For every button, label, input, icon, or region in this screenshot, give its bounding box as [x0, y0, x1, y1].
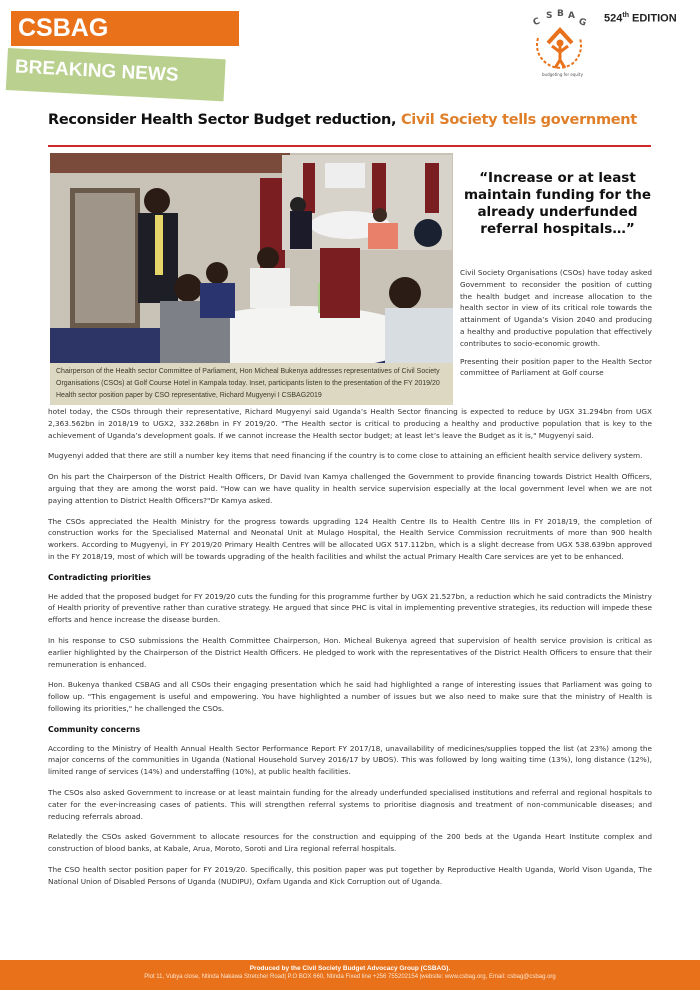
article-headline [48, 112, 668, 128]
breaking-news-banner: BREAKING NEWS [6, 48, 226, 101]
csbag-logo [528, 8, 592, 78]
svg-text:A: A [568, 11, 575, 21]
svg-text:G: G [577, 16, 588, 29]
svg-text:S: S [546, 11, 553, 21]
edition-word: EDITION [632, 12, 677, 25]
body-paragraph: hotel today, the CSOs through their representative, Richard Mugyenyi said Uganda’s Health Sector financing is expected to reduce by UGX 31.294bn from UGX 2,363.562bn in 2018/19 to UGX2, 332.268bn in FY 2019/20. "The Health sector is critical to producing a healthy and productive population that is key to the achievement of Uganda’s development goals. If we cannot increase the Health sector budget; at least let’s leave the Budget as it is," Mugyenyi said. [48, 407, 652, 440]
svg-text:B: B [557, 9, 564, 19]
body-paragraph: Mugyenyi added that there are still a number key items that need financing if the country is to come close to attaining an efficient health service delivery system. [48, 451, 643, 461]
intro-column [460, 267, 652, 385]
body-paragraph: He added that the proposed budget for FY 2019/20 cuts the funding for this programme further by UGX 21.527bn, a reduction which he said contradicts the Ministry of Health priority of preventive rather than curative strategy. He argued that since PHC is vital in implementing preventive strategies, its reduction will impede these efforts and hence increase the disease burden. [48, 591, 652, 625]
footer-contact: Plot 11, Vubya close, Ntinda Nakawa Stretcher Road| P.O BOX 660, Ntinda Fixed line +256 755202154 |website: www.csbag.org, Email: csbag@csbag.org [144, 974, 556, 980]
brand-banner: CSBAG [11, 11, 239, 46]
edition-number: 524 [604, 12, 623, 25]
page-footer [0, 960, 700, 990]
photo-caption: Chairperson of the Health sector Committee of Parliament, Hon Micheal Bukenya addresses representatives of Civil Society Organisations (CSOs) at Golf Course Hotel in Kampala today. Inset, participants listen to the presentation of the FY 2019/20 Health sector position paper by CSO representative, Richard Mugyenyi I CSBAG2019 [50, 363, 453, 405]
svg-text:C: C [531, 16, 542, 29]
section-heading: Contradicting priorities [48, 572, 151, 582]
section-heading: Community concerns [48, 724, 141, 734]
intro-paragraph: Presenting their position paper to the Health Sector committee of Parliament at Golf course [460, 356, 652, 378]
article-body [48, 406, 652, 897]
body-paragraph: According to the Ministry of Health Annual Health Sector Performance Report FY 2017/18, unavailability of medicines/supplies topped the list (at 23%) among the major concerns of the communities in Uganda (National Household Survey 2016/17 by UBOS). This was followed by long waiting time (13%), long distance (12%), limited range of services (14%) and understaffing (10%), at public health facilities. [48, 743, 652, 777]
headline-accent: Civil Society tells government [400, 112, 637, 128]
headline-divider [48, 145, 651, 147]
edition-label [604, 12, 677, 25]
body-paragraph: On his part the Chairperson of the District Health Officers, Dr David Ivan Kamya challenged the Government to provide financing towards District Health Officers, arguing that they are among the worst paid. "How can we have quality in health service supervision especially at the local government level when we are not paying attention to District Health Officers?"Dr Kamya asked. [48, 472, 652, 505]
photo-illustration-icon [50, 153, 453, 364]
svg-text:budgeting for equity: budgeting for equity [542, 72, 583, 77]
body-paragraph: Relatedly the CSOs asked Government to allocate resources for the construction and equipping of the 200 beds at the Uganda Heart Institute complex and construction of blood banks, at Kabale, Arua, Moroto, Soroti and Lira regional referral hospitals. [48, 832, 652, 854]
pull-quote: “Increase or at least maintain funding for the already underfunded referral hospitals…” [463, 170, 651, 237]
body-paragraph: In his response to CSO submissions the Health Committee Chairperson, Hon. Micheal Bukenya agreed that supervision of health service provision is critical as earlier highlighted by the Chairperson of the District Health Officers. He pledged to work with the representatives of the District Health Officers to ensure that their remuneration is enhanced. [48, 635, 652, 669]
body-paragraph: The CSOs appreciated the Health Ministry for the progress towards upgrading 124 Health Centre IIs to Health Centre IIIs in FY 2018/19, the completion of construction works for the Specialised Maternal and Neonatal Unit at Mulago Hospital, the Health Service Commission recruitments of more than 900 health workers. According to Mugyenyi, in FY 2019/20 Primary Health Centres will be allocated UGX 517.112bn, which is a slight decrease from UGX 538.639bn approved in the FY 2018/19, most of which will be towards upgrading of the health facilities and whilst the actual Primary Health Care services are yet to be enhanced. [48, 516, 652, 561]
csbag-logo-icon [528, 8, 592, 78]
edition-suffix: th [622, 12, 629, 19]
intro-paragraph: Civil Society Organisations (CSOs) have today asked Government to reconsider the position of cutting the health budget and increase allocation to the health sector in view of its critical role towards the attainment of Uganda’s Vision 2040 and producing a healthy and productive population that effectively contributes to socio-economic growth. [460, 268, 652, 348]
body-paragraph: The CSOs also asked Government to increase or at least maintain funding for the already underfunded specialised institutions and referral and regional hospitals to cater for the ever-increasing cases of patients. This will strengthen referral systems to prioritise diagnosis and treatment of non-communicable diseases; and reducing referrals abroad. [48, 787, 652, 821]
event-photo [50, 153, 453, 364]
footer-producer: Produced by the Civil Society Budget Advocacy Group (CSBAG). [249, 965, 451, 972]
headline-main: Reconsider Health Sector Budget reduction, [48, 112, 401, 128]
body-paragraph: The CSO health sector position paper for FY 2019/20. Specifically, this position paper was put together by Reproductive Health Uganda, World Vison Uganda, The National Union of Disabled Persons of Uganda (NUDIPU), Oxfam Uganda and Kick Corruption out of Uganda. [48, 864, 652, 886]
body-paragraph: Hon. Bukenya thanked CSBAG and all CSOs their engaging presentation which he said had highlighted a range of interesting issues that Parliament was going to follow up. "This engagement is useful and empowering. You have highlighted a number of issues but we also need to make sure that the ministry of Health is following its priorities," he challenged the CSOs. [48, 680, 652, 713]
